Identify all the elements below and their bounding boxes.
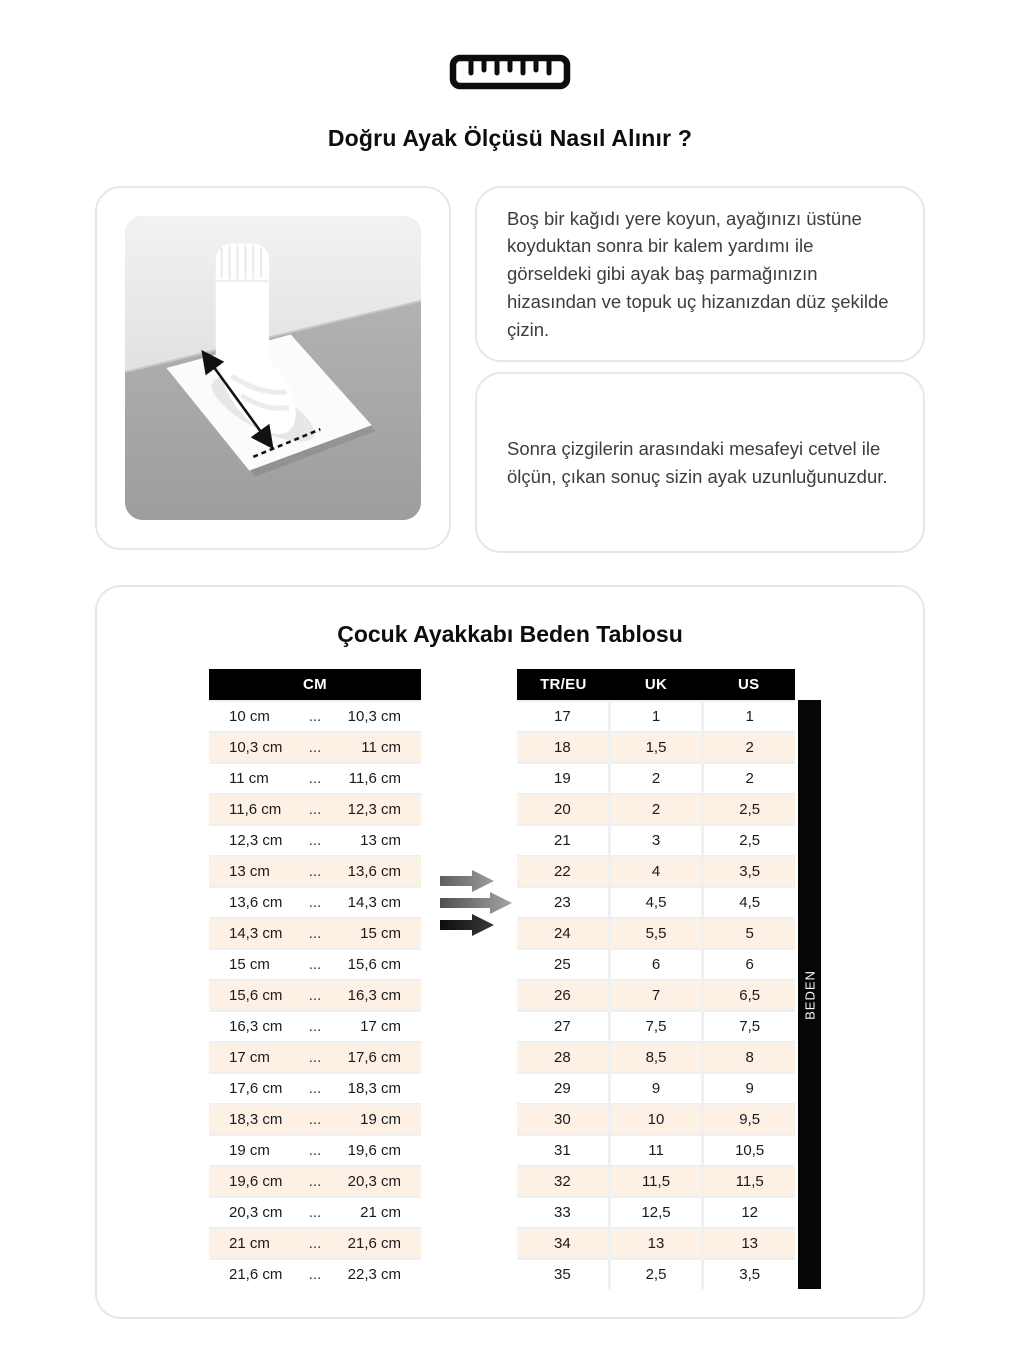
size-cell: 8,5 [608, 1043, 702, 1072]
cm-value: 18,3 cm [229, 1111, 283, 1128]
size-cell: 12,5 [608, 1198, 702, 1227]
cm-value: 21,6 cm [347, 1235, 401, 1252]
size-cell: 35 [553, 1266, 571, 1283]
ruler-icon [0, 54, 1020, 90]
size-cell: 1 [608, 702, 702, 731]
cm-value: 13,6 cm [347, 863, 401, 880]
size-row [517, 1041, 795, 1072]
size-cell: 27 [553, 1018, 571, 1035]
transfer-arrows-icon [438, 870, 514, 936]
size-cell: 34 [553, 1235, 571, 1252]
range-separator: ... [308, 1173, 322, 1190]
size-cell: 7 [608, 981, 702, 1010]
cm-value: 17,6 cm [347, 1049, 401, 1066]
size-cell: 19 [553, 770, 571, 787]
range-separator: ... [308, 987, 322, 1004]
range-separator: ... [308, 708, 322, 725]
range-separator: ... [308, 925, 322, 942]
size-cell: 2 [608, 795, 702, 824]
foot-measurement-photo [125, 216, 421, 520]
cm-range-row [209, 948, 421, 979]
size-cell: 2 [608, 764, 702, 793]
size-row [517, 1227, 795, 1258]
size-cell: 3,5 [701, 1260, 795, 1289]
cm-range-row [209, 700, 421, 731]
size-row [517, 700, 795, 731]
cm-range-row [209, 979, 421, 1010]
cm-value: 19,6 cm [347, 1142, 401, 1159]
cm-value: 11 cm [229, 770, 269, 787]
cm-value: 16,3 cm [229, 1018, 283, 1035]
size-cell: 10,5 [701, 1136, 795, 1165]
range-separator: ... [308, 1204, 322, 1221]
size-cell: 6 [608, 950, 702, 979]
cm-value: 14,3 cm [347, 894, 401, 911]
range-separator: ... [308, 801, 322, 818]
size-cell: 4 [608, 857, 702, 886]
size-cell: 7,5 [608, 1012, 702, 1041]
cm-value: 21 cm [360, 1204, 401, 1221]
cm-range-row [209, 1227, 421, 1258]
range-separator: ... [308, 1266, 322, 1283]
page-title: Doğru Ayak Ölçüsü Nasıl Alınır ? [327, 125, 693, 151]
cm-range-row [209, 1196, 421, 1227]
size-cell: 9 [608, 1074, 702, 1103]
size-cell: 7,5 [701, 1012, 795, 1041]
cm-value: 12,3 cm [347, 801, 401, 818]
cm-value: 15 cm [360, 925, 401, 942]
size-cell: 13 [608, 1229, 702, 1258]
size-table-title: Çocuk Ayakkabı Beden Tablosu [337, 621, 683, 647]
instruction-text-2: Sonra çizgilerin arasındaki mesafeyi cetvel ile ölçün, çıkan sonuç sizin ayak uzunluğunuzdur. [507, 437, 888, 487]
range-separator: ... [308, 956, 322, 973]
cm-range-table [209, 669, 421, 1289]
range-separator: ... [308, 1080, 322, 1097]
size-table-card [95, 585, 925, 1319]
cm-range-row [209, 1041, 421, 1072]
cm-value: 11 cm [361, 739, 401, 756]
cm-value: 17 cm [229, 1049, 270, 1066]
cm-value: 14,3 cm [229, 925, 283, 942]
size-cell: 3 [608, 826, 702, 855]
size-cell: 31 [553, 1142, 571, 1159]
range-separator: ... [308, 832, 322, 849]
size-cell: 1 [701, 702, 795, 731]
range-separator: ... [308, 863, 322, 880]
cm-range-row [209, 1258, 421, 1289]
size-row [517, 824, 795, 855]
size-cell: 25 [553, 956, 571, 973]
range-separator: ... [308, 1235, 322, 1252]
cm-range-row [209, 1072, 421, 1103]
cm-range-row [209, 886, 421, 917]
cm-value: 18,3 cm [347, 1080, 401, 1097]
cm-range-row [209, 1134, 421, 1165]
cm-value: 22,3 cm [347, 1266, 401, 1283]
size-cell: 5 [701, 919, 795, 948]
cm-value: 15,6 cm [347, 956, 401, 973]
size-row [517, 762, 795, 793]
size-cell: 2 [701, 764, 795, 793]
cm-value: 19 cm [360, 1111, 401, 1128]
range-separator: ... [308, 770, 322, 787]
size-cell: 1,5 [608, 733, 702, 762]
cm-value: 19 cm [229, 1142, 270, 1159]
size-cell: 22 [553, 863, 571, 880]
cm-value: 10,3 cm [229, 739, 283, 756]
size-table-header-cell: UK [644, 676, 668, 693]
size-cell: 23 [553, 894, 571, 911]
instruction-card-2 [475, 372, 925, 553]
size-cell: 24 [553, 925, 571, 942]
size-cell: 11,5 [608, 1167, 702, 1196]
cm-value: 13,6 cm [229, 894, 283, 911]
size-row [517, 979, 795, 1010]
size-table-header-cell: TR/EU [540, 676, 587, 693]
size-cell: 32 [553, 1173, 571, 1190]
size-cell: 6,5 [701, 981, 795, 1010]
cm-value: 17 cm [360, 1018, 401, 1035]
size-row [517, 1165, 795, 1196]
cm-value: 10,3 cm [347, 708, 401, 725]
intl-size-table [517, 669, 795, 1289]
size-cell: 11,5 [701, 1167, 795, 1196]
cm-value: 13 cm [360, 832, 401, 849]
cm-range-row [209, 793, 421, 824]
cm-range-row [209, 824, 421, 855]
cm-range-row [209, 855, 421, 886]
cm-range-row [209, 1165, 421, 1196]
beden-label: BEDEN [802, 969, 817, 1020]
cm-value: 21 cm [229, 1235, 270, 1252]
size-cell: 29 [553, 1080, 571, 1097]
cm-range-row [209, 917, 421, 948]
size-cell: 8 [701, 1043, 795, 1072]
size-cell: 2 [701, 733, 795, 762]
intl-size-table-header-row [517, 669, 795, 700]
size-cell: 3,5 [701, 857, 795, 886]
size-cell: 2,5 [701, 826, 795, 855]
size-row [517, 855, 795, 886]
size-cell: 17 [553, 708, 571, 725]
cm-table-header: CM [209, 669, 421, 700]
size-cell: 12 [701, 1198, 795, 1227]
cm-value: 11,6 cm [348, 770, 401, 787]
cm-value: 12,3 cm [229, 832, 283, 849]
size-cell: 21 [553, 832, 571, 849]
cm-value: 13 cm [229, 863, 270, 880]
size-cell: 28 [553, 1049, 571, 1066]
cm-range-row [209, 762, 421, 793]
measurement-photo-card [95, 186, 451, 550]
size-row [517, 1258, 795, 1289]
size-cell: 33 [553, 1204, 571, 1221]
size-row [517, 1010, 795, 1041]
size-cell: 4,5 [608, 888, 702, 917]
size-cell: 13 [701, 1229, 795, 1258]
cm-range-row [209, 1010, 421, 1041]
range-separator: ... [308, 894, 322, 911]
size-row [517, 793, 795, 824]
size-cell: 18 [553, 739, 571, 756]
cm-value: 16,3 cm [347, 987, 401, 1004]
cm-table-body [209, 700, 421, 1289]
size-row [517, 1103, 795, 1134]
size-cell: 5,5 [608, 919, 702, 948]
range-separator: ... [308, 1049, 322, 1066]
cm-value: 17,6 cm [229, 1080, 283, 1097]
size-table-header-cell: US [737, 676, 760, 693]
size-cell: 2,5 [701, 795, 795, 824]
size-cell: 6 [701, 950, 795, 979]
size-cell: 9,5 [701, 1105, 795, 1134]
cm-value: 11,6 cm [229, 801, 282, 818]
size-row [517, 948, 795, 979]
size-row [517, 731, 795, 762]
cm-value: 20,3 cm [229, 1204, 283, 1221]
size-row [517, 886, 795, 917]
size-row [517, 917, 795, 948]
size-row [517, 1196, 795, 1227]
cm-range-row [209, 731, 421, 762]
beden-side-bar [798, 700, 821, 1289]
cm-value: 15,6 cm [229, 987, 283, 1004]
cm-range-row [209, 1103, 421, 1134]
size-cell: 2,5 [608, 1260, 702, 1289]
size-cell: 26 [553, 987, 571, 1004]
range-separator: ... [308, 739, 322, 756]
range-separator: ... [308, 1111, 322, 1128]
size-cell: 10 [608, 1105, 702, 1134]
size-cell: 20 [553, 801, 571, 818]
cm-value: 10 cm [229, 708, 270, 725]
instruction-text-1: Boş bir kağıdı yere koyun, ayağınızı üstüne koyduktan sonra bir kalem yardımı ile görseldeki gibi ayak baş parmağınızın hizasından ve topuk uç hizanızdan düz şekilde çizin. [507, 207, 889, 340]
size-cell: 30 [553, 1111, 571, 1128]
size-cell: 11 [608, 1136, 702, 1165]
cm-value: 21,6 cm [229, 1266, 283, 1283]
range-separator: ... [308, 1018, 322, 1035]
size-cell: 9 [701, 1074, 795, 1103]
size-row [517, 1134, 795, 1165]
size-row [517, 1072, 795, 1103]
cm-value: 19,6 cm [229, 1173, 283, 1190]
intl-size-table-body [517, 700, 795, 1289]
cm-value: 15 cm [229, 956, 270, 973]
instruction-card-1 [475, 186, 925, 362]
cm-value: 20,3 cm [347, 1173, 401, 1190]
size-cell: 4,5 [701, 888, 795, 917]
range-separator: ... [308, 1142, 322, 1159]
